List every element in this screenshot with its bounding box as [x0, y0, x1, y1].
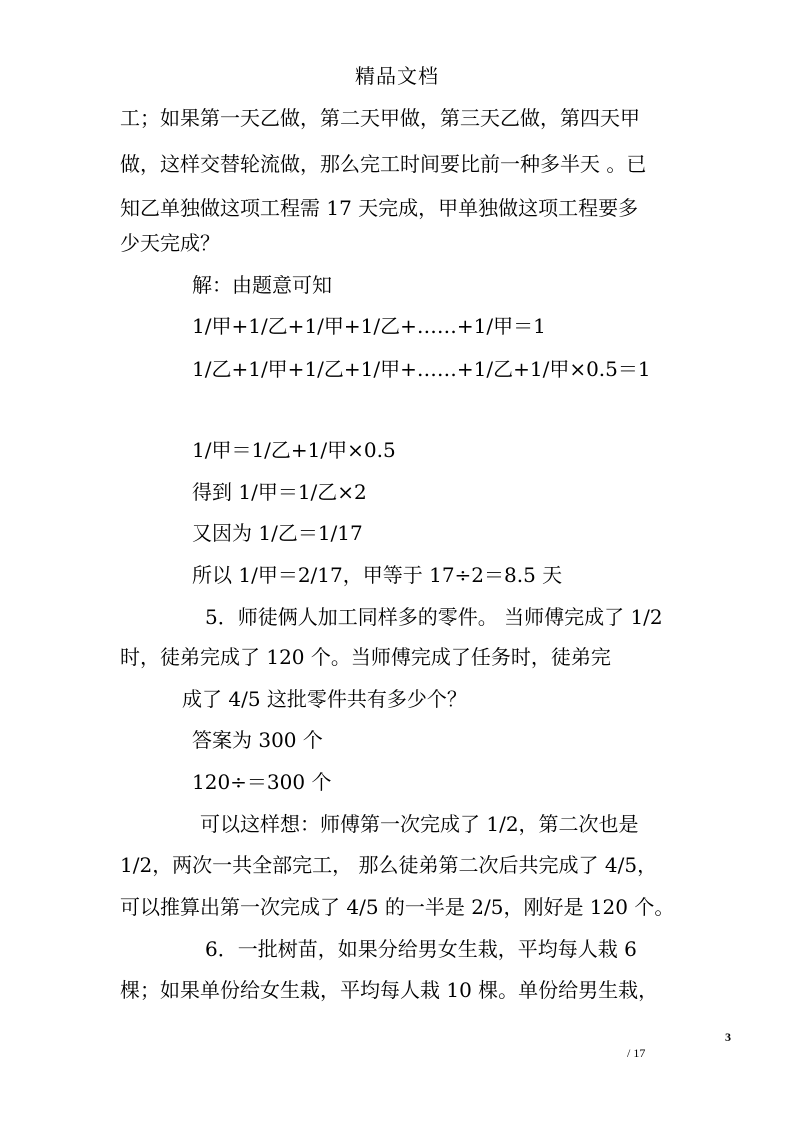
text-line: 知乙单独做这项工程需 17 天完成，甲单独做这项工程要多	[120, 196, 639, 220]
page-number: 3	[725, 1030, 731, 1044]
text-line: 做，这样交替轮流做，那么完工时间要比前一种多半天 。已	[120, 152, 647, 176]
text-line: 时，徒弟完成了 120 个。当师傅完成了任务时，徒弟完	[120, 645, 611, 669]
equation-line: 1/乙+1/甲+1/乙+1/甲+……+1/乙+1/甲×0.5＝1	[192, 357, 651, 381]
page-header-title: 精品文档	[355, 64, 439, 88]
text-line: 工；如果第一天乙做，第二天甲做，第三天乙做，第四天甲	[120, 106, 640, 130]
text-line: 1/2，两次一共全部完工， 那么徒弟第二次后共完成了 4/5，	[120, 853, 658, 877]
equation-line: 120÷＝300 个	[192, 770, 332, 794]
text-line: 棵；如果单份给女生栽，平均每人栽 10 棵。单份给男生栽，	[120, 978, 659, 1002]
text-line: 解：由题意可知	[192, 273, 332, 297]
text-line: 又因为 1/乙＝1/17	[192, 521, 363, 545]
equation-line: 1/甲+1/乙+1/甲+1/乙+……+1/甲＝1	[192, 314, 546, 338]
text-line: 得到 1/甲＝1/乙×2	[192, 480, 367, 504]
text-line: 少天完成？	[120, 231, 220, 255]
answer-line: 答案为 300 个	[192, 728, 323, 752]
text-line: 所以 1/甲＝2/17，甲等于 17÷2＝8.5 天	[192, 563, 563, 587]
text-line: 成了 4/5 这批零件共有多少个？	[182, 687, 467, 711]
text-line: 可以这样想：师傅第一次完成了 1/2，第二次也是	[200, 812, 639, 836]
equation-line: 1/甲＝1/乙+1/甲×0.5	[192, 438, 396, 462]
text-line: 可以推算出第一次完成了 4/5 的一半是 2/5，刚好是 120 个。	[120, 895, 675, 919]
page-total: / 17	[627, 1046, 646, 1060]
problem-5-line: 5．师徒俩人加工同样多的零件。 当师傅完成了 1/2	[205, 605, 663, 629]
problem-6-line: 6．一批树苗，如果分给男女生栽，平均每人栽 6	[205, 937, 637, 961]
